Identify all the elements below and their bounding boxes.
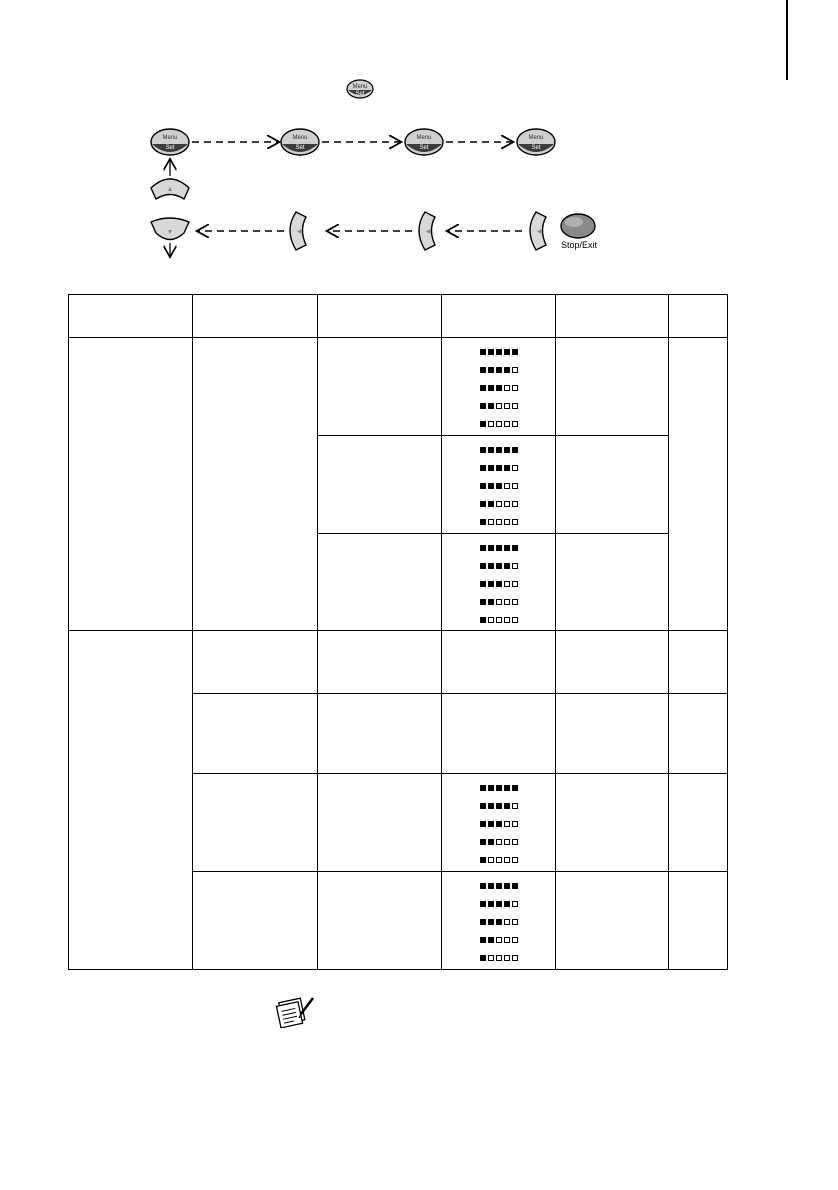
- filled-square-icon: [480, 403, 486, 409]
- empty-square-icon: [512, 367, 518, 373]
- table-cell: [69, 631, 193, 970]
- empty-square-icon: [504, 821, 510, 827]
- filled-square-icon: [496, 919, 502, 925]
- filled-square-icon: [488, 349, 494, 355]
- empty-square-icon: [512, 465, 518, 471]
- level-row: [480, 596, 518, 608]
- table-cell: [556, 534, 669, 631]
- svg-text:Menu: Menu: [162, 135, 178, 141]
- filled-square-icon: [496, 367, 502, 373]
- filled-square-icon: [504, 447, 510, 453]
- filled-square-icon: [488, 883, 494, 889]
- empty-square-icon: [512, 839, 518, 845]
- level-row: [480, 444, 518, 456]
- table-cell: [556, 338, 669, 436]
- table-cell: [556, 693, 669, 773]
- down-arrow-icon: ▼: [166, 229, 174, 236]
- empty-square-icon: [512, 901, 518, 907]
- menu-set-button-4[interactable]: [517, 129, 555, 155]
- empty-square-icon: [512, 519, 518, 525]
- filled-square-icon: [512, 883, 518, 889]
- table-cell: [318, 338, 442, 436]
- filled-square-icon: [504, 545, 510, 551]
- menu-set-button-2[interactable]: [281, 129, 319, 155]
- empty-square-icon: [504, 421, 510, 427]
- up-button[interactable]: [151, 179, 189, 199]
- empty-square-icon: [512, 803, 518, 809]
- empty-square-icon: [504, 599, 510, 605]
- empty-square-icon: [512, 821, 518, 827]
- svg-text:Menu: Menu: [416, 135, 432, 141]
- filled-square-icon: [496, 483, 502, 489]
- table-cell: [669, 693, 728, 773]
- empty-square-icon: [512, 385, 518, 391]
- filled-square-icon: [480, 839, 486, 845]
- filled-square-icon: [480, 785, 486, 791]
- level-row: [480, 880, 518, 892]
- filled-square-icon: [496, 803, 502, 809]
- filled-square-icon: [480, 599, 486, 605]
- empty-square-icon: [512, 563, 518, 569]
- filled-square-icon: [504, 367, 510, 373]
- filled-square-icon: [480, 421, 486, 427]
- filled-square-icon: [504, 803, 510, 809]
- svg-text:Set: Set: [419, 145, 429, 151]
- filled-square-icon: [480, 937, 486, 943]
- filled-square-icon: [488, 545, 494, 551]
- filled-square-icon: [512, 545, 518, 551]
- empty-square-icon: [504, 519, 510, 525]
- table-cell: [669, 773, 728, 871]
- table-cell: [669, 871, 728, 969]
- empty-square-icon: [496, 857, 502, 863]
- filled-square-icon: [496, 465, 502, 471]
- level-row: [480, 418, 518, 430]
- empty-square-icon: [488, 519, 494, 525]
- empty-square-icon: [496, 599, 502, 605]
- level-row: [480, 560, 518, 572]
- filled-square-icon: [504, 349, 510, 355]
- level-row: [480, 934, 518, 946]
- empty-square-icon: [512, 599, 518, 605]
- level-cell: [442, 338, 556, 436]
- filled-square-icon: [480, 581, 486, 587]
- filled-square-icon: [488, 465, 494, 471]
- left-button-3[interactable]: [530, 212, 546, 250]
- empty-square-icon: [504, 937, 510, 943]
- table-cell: [556, 436, 669, 534]
- empty-square-icon: [512, 955, 518, 961]
- level-indicator: [442, 774, 555, 866]
- empty-square-icon: [512, 617, 518, 623]
- level-row: [480, 836, 518, 848]
- level-row: [480, 916, 518, 928]
- filled-square-icon: [488, 367, 494, 373]
- left-arrow-icon: ◀: [425, 229, 431, 235]
- empty-square-icon: [504, 385, 510, 391]
- level-row: [480, 614, 518, 626]
- filled-square-icon: [496, 349, 502, 355]
- level-cell: [442, 871, 556, 969]
- filled-square-icon: [496, 447, 502, 453]
- filled-square-icon: [488, 785, 494, 791]
- table-cell: [193, 338, 318, 631]
- svg-text:Set: Set: [295, 145, 305, 151]
- table-cell: [442, 631, 556, 693]
- level-indicator: [442, 872, 555, 964]
- level-row: [480, 364, 518, 376]
- filled-square-icon: [488, 937, 494, 943]
- left-button-2[interactable]: [419, 212, 435, 250]
- table-cell: [318, 534, 442, 631]
- svg-text:Menu: Menu: [352, 84, 368, 90]
- filled-square-icon: [496, 821, 502, 827]
- empty-square-icon: [496, 937, 502, 943]
- header-cell: [69, 295, 193, 338]
- filled-square-icon: [480, 821, 486, 827]
- stop-exit-label: Stop/Exit: [560, 240, 598, 250]
- table-cell: [669, 631, 728, 693]
- filled-square-icon: [504, 883, 510, 889]
- table-cell: [318, 871, 442, 969]
- filled-square-icon: [488, 563, 494, 569]
- svg-text:Set: Set: [355, 91, 365, 97]
- filled-square-icon: [480, 501, 486, 507]
- filled-square-icon: [496, 901, 502, 907]
- filled-square-icon: [504, 785, 510, 791]
- empty-square-icon: [512, 483, 518, 489]
- filled-square-icon: [480, 919, 486, 925]
- filled-square-icon: [488, 447, 494, 453]
- filled-square-icon: [488, 821, 494, 827]
- empty-square-icon: [496, 421, 502, 427]
- filled-square-icon: [488, 385, 494, 391]
- header-cell: [193, 295, 318, 338]
- svg-text:Set: Set: [165, 145, 175, 151]
- svg-text:Set: Set: [531, 145, 541, 151]
- filled-square-icon: [488, 803, 494, 809]
- empty-square-icon: [512, 937, 518, 943]
- filled-square-icon: [480, 367, 486, 373]
- level-row: [480, 898, 518, 910]
- header-cell: [669, 295, 728, 338]
- table-cell: [318, 693, 442, 773]
- empty-square-icon: [488, 857, 494, 863]
- empty-square-icon: [496, 617, 502, 623]
- table-cell: [193, 773, 318, 871]
- empty-square-icon: [504, 857, 510, 863]
- table-cell: [318, 773, 442, 871]
- level-cell: [442, 773, 556, 871]
- empty-square-icon: [496, 839, 502, 845]
- filled-square-icon: [496, 545, 502, 551]
- filled-square-icon: [480, 447, 486, 453]
- filled-square-icon: [488, 839, 494, 845]
- header-cell: [442, 295, 556, 338]
- filled-square-icon: [480, 483, 486, 489]
- filled-square-icon: [488, 483, 494, 489]
- left-button-1[interactable]: [290, 212, 306, 250]
- filled-square-icon: [480, 857, 486, 863]
- filled-square-icon: [480, 883, 486, 889]
- empty-square-icon: [504, 581, 510, 587]
- empty-square-icon: [504, 483, 510, 489]
- table-cell: [69, 338, 193, 631]
- level-row: [480, 542, 518, 554]
- table-cell: [193, 631, 318, 693]
- empty-square-icon: [488, 955, 494, 961]
- empty-square-icon: [512, 403, 518, 409]
- table-header-row: [69, 295, 728, 338]
- level-row: [480, 854, 518, 866]
- filled-square-icon: [480, 955, 486, 961]
- up-arrow-icon: ▲: [166, 186, 174, 193]
- empty-square-icon: [496, 403, 502, 409]
- table-cell: [193, 693, 318, 773]
- filled-square-icon: [488, 501, 494, 507]
- menu-set-button-1[interactable]: [151, 129, 189, 155]
- filled-square-icon: [496, 883, 502, 889]
- header-cell: [556, 295, 669, 338]
- empty-square-icon: [488, 421, 494, 427]
- table-cell: [193, 871, 318, 969]
- level-indicator: [442, 436, 555, 528]
- empty-square-icon: [504, 839, 510, 845]
- table-row: [69, 338, 728, 436]
- filled-square-icon: [496, 385, 502, 391]
- filled-square-icon: [488, 919, 494, 925]
- filled-square-icon: [480, 803, 486, 809]
- filled-square-icon: [496, 785, 502, 791]
- filled-square-icon: [480, 385, 486, 391]
- table-cell: [556, 871, 669, 969]
- stop-exit-button[interactable]: [561, 214, 595, 238]
- left-arrow-icon: ◀: [536, 229, 542, 235]
- filled-square-icon: [496, 563, 502, 569]
- level-cell: [442, 534, 556, 631]
- menu-set-button-3[interactable]: [405, 129, 443, 155]
- level-row: [480, 516, 518, 528]
- empty-square-icon: [512, 857, 518, 863]
- svg-text:Menu: Menu: [292, 135, 308, 141]
- menu-table: [68, 294, 728, 970]
- filled-square-icon: [512, 349, 518, 355]
- empty-square-icon: [504, 955, 510, 961]
- table-row: [69, 631, 728, 693]
- table-cell: [556, 773, 669, 871]
- level-row: [480, 382, 518, 394]
- filled-square-icon: [488, 403, 494, 409]
- level-row: [480, 952, 518, 964]
- empty-square-icon: [504, 501, 510, 507]
- level-row: [480, 498, 518, 510]
- filled-square-icon: [480, 563, 486, 569]
- level-row: [480, 800, 518, 812]
- level-row: [480, 782, 518, 794]
- filled-square-icon: [480, 465, 486, 471]
- filled-square-icon: [504, 901, 510, 907]
- empty-square-icon: [488, 617, 494, 623]
- table-cell: [556, 631, 669, 693]
- empty-square-icon: [504, 617, 510, 623]
- level-indicator: [442, 338, 555, 430]
- level-row: [480, 818, 518, 830]
- header-cell: [318, 295, 442, 338]
- filled-square-icon: [480, 545, 486, 551]
- empty-square-icon: [512, 421, 518, 427]
- level-row: [480, 480, 518, 492]
- empty-square-icon: [504, 919, 510, 925]
- table-cell: [669, 338, 728, 631]
- empty-square-icon: [496, 501, 502, 507]
- filled-square-icon: [488, 599, 494, 605]
- note-icon: [275, 994, 317, 1028]
- svg-text:Menu: Menu: [528, 135, 544, 141]
- navigation-flow-diagram: [0, 0, 838, 280]
- empty-square-icon: [496, 519, 502, 525]
- empty-square-icon: [512, 501, 518, 507]
- left-arrow-icon: ◀: [296, 229, 302, 235]
- table-cell: [442, 693, 556, 773]
- level-row: [480, 346, 518, 358]
- level-indicator: [442, 534, 555, 626]
- filled-square-icon: [480, 519, 486, 525]
- filled-square-icon: [488, 901, 494, 907]
- filled-square-icon: [488, 581, 494, 587]
- empty-square-icon: [496, 955, 502, 961]
- filled-square-icon: [480, 617, 486, 623]
- table-cell: [318, 631, 442, 693]
- empty-square-icon: [512, 919, 518, 925]
- filled-square-icon: [504, 465, 510, 471]
- filled-square-icon: [512, 785, 518, 791]
- level-row: [480, 578, 518, 590]
- down-button[interactable]: [151, 218, 189, 240]
- level-row: [480, 462, 518, 474]
- filled-square-icon: [512, 447, 518, 453]
- filled-square-icon: [480, 349, 486, 355]
- filled-square-icon: [496, 581, 502, 587]
- empty-square-icon: [512, 581, 518, 587]
- empty-square-icon: [504, 403, 510, 409]
- table-cell: [318, 436, 442, 534]
- filled-square-icon: [504, 563, 510, 569]
- level-row: [480, 400, 518, 412]
- level-cell: [442, 436, 556, 534]
- filled-square-icon: [480, 901, 486, 907]
